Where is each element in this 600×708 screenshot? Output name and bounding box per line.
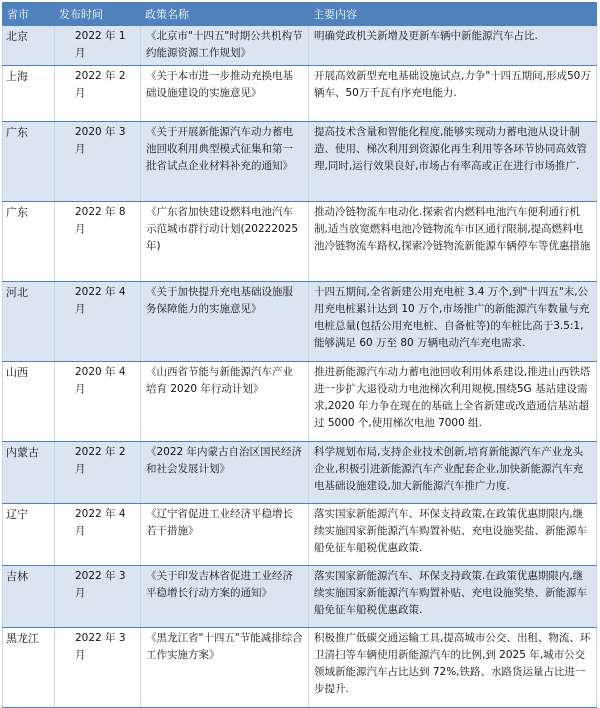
cell-policy-name: 《关于本市进一步推动充换电基础设施建设的实施意见》 [141, 66, 309, 122]
cell-main-content: 积极推广低碳交通运输工具,提高城市公交、出租、物流、环卫清扫等车辆使用新能源汽车的比例,到 2025 年,城市公交领域新能源汽车占比达到 72%,铁路、水路货运量占比进一步提升. [309, 628, 597, 708]
cell-policy-name: 《2022 年内蒙古自治区国民经济和社会发展计划》 [141, 442, 309, 504]
cell-policy-name: 《辽宁省促进工业经济平稳增长若干措施》 [141, 504, 309, 566]
cell-date: 2020 年 4 月 [55, 362, 141, 442]
cell-date: 2022 年 4 月 [55, 282, 141, 362]
cell-main-content: 明确党政机关新增及更新车辆中新能源汽车占比. [309, 26, 597, 66]
cell-date: 2022 年 1 月 [55, 26, 141, 66]
cell-date: 2022 年 3 月 [55, 628, 141, 708]
cell-date: 2022 年 3 月 [55, 566, 141, 628]
cell-date: 2020 年 3 月 [55, 122, 141, 202]
table-row [3, 566, 597, 628]
cell-policy-name: 《黑龙江省"十四五"节能减排综合工作实施方案》 [141, 628, 309, 708]
cell-province: 广东 [3, 202, 55, 282]
header-date: 发布时间 [55, 3, 141, 26]
cell-policy-name: 《山西省节能与新能源汽车产业培育 2020 年行动计划》 [141, 362, 309, 442]
cell-province: 内蒙古 [3, 442, 55, 504]
cell-date: 2022 年 4 月 [55, 504, 141, 566]
cell-date: 2022 年 2 月 [55, 442, 141, 504]
cell-date: 2022 年 2 月 [55, 66, 141, 122]
cell-province: 山西 [3, 362, 55, 442]
cell-province: 北京 [3, 26, 55, 66]
table-row [3, 442, 597, 504]
cell-main-content: 十四五期间,全省新建公用充电桩 3.4 万个,到"十四五"末,公用充电桩累计达到 10 万个,市场推广的新能源汽车数量与充电桩总量(包括公用充电桩、自备桩等)的车桩比高于3.5:1,能够满足 60 万至 80 万辆电动汽车充电需求. [309, 282, 597, 362]
table-row [3, 122, 597, 202]
cell-province: 黑龙江 [3, 628, 55, 708]
cell-main-content: 提高技术含量和智能化程度,能够实现动力蓄电池从设计制造、使用、梯次利用到资源化再生利用等各环节协同高效管理,同时,运行效果良好,市场占有率高或正在进行市场推广. [309, 122, 597, 202]
header-main-content: 主要内容 [309, 3, 597, 26]
table-row [3, 26, 597, 66]
cell-province: 河北 [3, 282, 55, 362]
header-policy-name: 政策名称 [141, 3, 309, 26]
cell-province: 广东 [3, 122, 55, 202]
table-row [3, 628, 597, 708]
table-row [3, 282, 597, 362]
cell-province: 上海 [3, 66, 55, 122]
cell-main-content: 科学规划布局,支持企业技术创新,培育新能源汽车产业龙头企业,积极引进新能源汽车产业配套企业,加快新能源汽车充电基础设施建设,加大新能源汽车推广力度. [309, 442, 597, 504]
cell-main-content: 推动冷链物流车电动化.探索省内燃料电池汽车便利通行机制,适当放宽燃料电池冷链物流车市区通行限制,提高燃料电池冷链物流车路权,探索冷链物流新能源车辆停车等优惠措施 [309, 202, 597, 282]
cell-policy-name: 《广东省加快建设燃料电池汽车示范城市群行动计划(20222025年) [141, 202, 309, 282]
cell-policy-name: 《关于印发吉林省促进工业经济平稳增长行动方案的通知》 [141, 566, 309, 628]
table-header-row [3, 3, 597, 26]
table-row [3, 504, 597, 566]
cell-main-content: 开展高效新型充电基础设施试点,力争"十四五期间,形成50万辆车、50万千瓦有序充电能力. [309, 66, 597, 122]
cell-policy-name: 《关于加快提升充电基础设施服务保障能力的实施意见》 [141, 282, 309, 362]
cell-province: 辽宁 [3, 504, 55, 566]
table-row [3, 362, 597, 442]
cell-policy-name: 《北京市"十四五"时期公共机构节约能源资源工作规划》 [141, 26, 309, 66]
cell-province: 吉林 [3, 566, 55, 628]
policy-table-container [2, 2, 596, 708]
cell-policy-name: 《关于开展新能源汽车动力蓄电池回收利用典型模式征集和第一批省试点企业材料补充的通知》 [141, 122, 309, 202]
table-row [3, 66, 597, 122]
cell-main-content: 落实国家新能源汽车、环保支持政策.在政策优惠期限内,继续实施国家新能源汽车购置补贴、充电设施奖垫、新能源车船免征车船税优惠政策. [309, 566, 597, 628]
header-province: 省市 [3, 3, 55, 26]
cell-date: 2022 年 8 月 [55, 202, 141, 282]
cell-main-content: 落实国家新能源汽车、环保支持政策,在政策优惠期限内,继续实施国家新能源汽车购置补贴、充电设施奖盐、新能源车船免征车船税优惠政策. [309, 504, 597, 566]
table-row [3, 202, 597, 282]
policy-table [2, 2, 597, 708]
cell-main-content: 推进新能源汽车动力蓄电池回收利用体系建设,推进山西铁塔进一步扩大退役动力电池梯次利用规模,围绕5G 基站建设需求,2020 年力争在现在的基础上全省新建或改造通信基站超过 5000 个,使用梯次电池 7000 组. [309, 362, 597, 442]
